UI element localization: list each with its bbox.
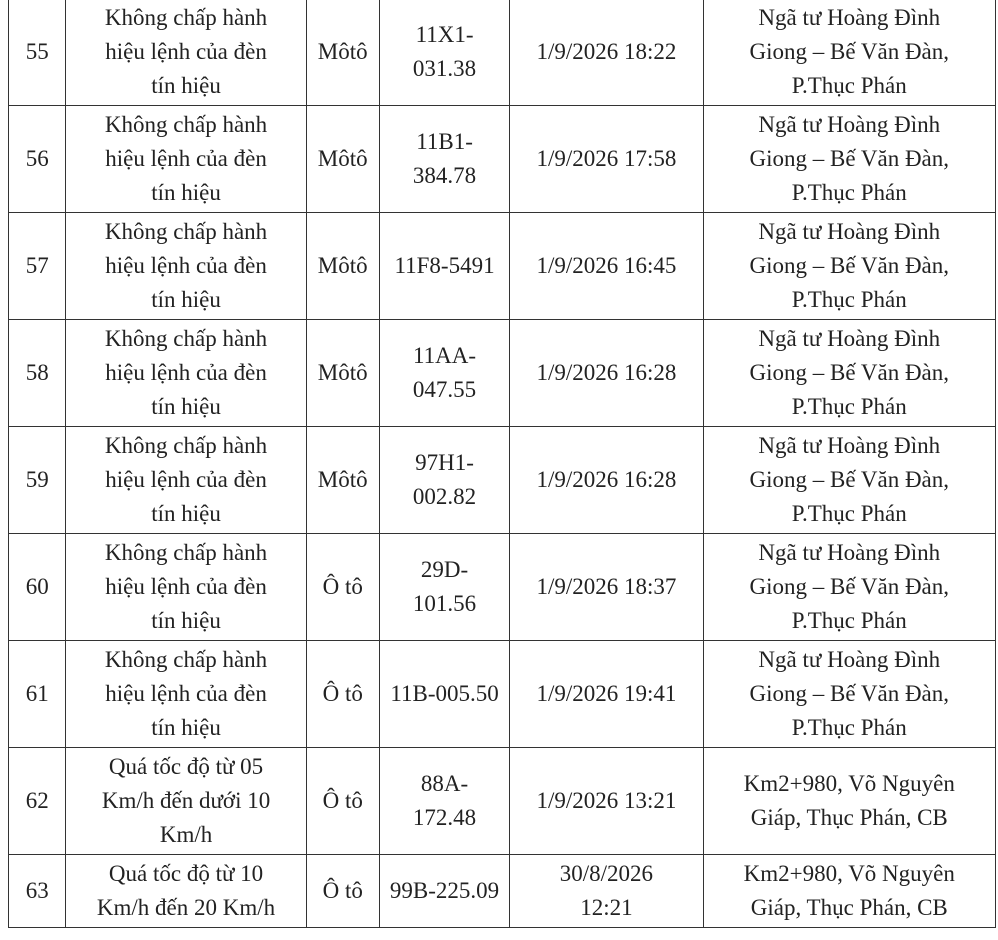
timestamp-cell: [510, 748, 703, 855]
violation-cell-line: hiệu lệnh của đèn: [105, 467, 267, 492]
vehicle-type-cell: Ô tô: [306, 641, 379, 748]
timestamp-cell: [510, 427, 703, 534]
violation-cell-line: Không chấp hành: [104, 5, 268, 30]
table-row: [9, 641, 996, 748]
violation-cell-line: tín hiệu: [151, 180, 221, 205]
violation-cell-line: Không chấp hành: [104, 433, 268, 458]
violation-cell-line: Không chấp hành: [104, 112, 268, 137]
location-cell-line: Giong – Bế Văn Đàn,: [749, 39, 950, 64]
timestamp-cell: [510, 0, 703, 106]
location-cell-line: P.Thục Phán: [791, 73, 907, 98]
license-plate-cell: [379, 534, 510, 641]
location-cell-line: P.Thục Phán: [791, 287, 907, 312]
vehicle-type-cell: Môtô: [306, 213, 379, 320]
timestamp-cell-line: 12:21: [580, 895, 633, 920]
violation-cell-line: Km/h: [159, 822, 213, 847]
violation-cell: [66, 427, 306, 534]
license-plate-cell-line: 11B1-: [416, 129, 473, 154]
license-plate-cell-line: 11AA-: [413, 343, 477, 368]
row-number: 63: [9, 855, 66, 928]
table-row: [9, 320, 996, 427]
timestamp-cell: [510, 320, 703, 427]
vehicle-type-cell: Ô tô: [306, 855, 379, 928]
violation-cell: [66, 855, 306, 928]
location-cell-line: Giáp, Thục Phán, CB: [750, 805, 948, 830]
location-cell-line: Giong – Bế Văn Đàn,: [749, 146, 950, 171]
vehicle-type-cell: Môtô: [306, 320, 379, 427]
table-row: [9, 106, 996, 213]
row-number: 61: [9, 641, 66, 748]
timestamp-cell: [510, 855, 703, 928]
violation-cell-line: Km/h đến 20 Km/h: [96, 895, 276, 920]
violation-cell-line: hiệu lệnh của đèn: [105, 39, 267, 64]
violation-cell-line: hiệu lệnh của đèn: [105, 574, 267, 599]
table-row: [9, 534, 996, 641]
timestamp-cell-line: 1/9/2026 18:22: [536, 39, 677, 64]
violation-cell-line: Km/h đến dưới 10: [101, 788, 271, 813]
location-cell-line: P.Thục Phán: [791, 394, 907, 419]
table-row: [9, 748, 996, 855]
timestamp-cell-line: 1/9/2026 19:41: [536, 681, 677, 706]
row-number: 56: [9, 106, 66, 213]
timestamp-cell-line: 1/9/2026 17:58: [536, 146, 677, 171]
license-plate-cell: [379, 427, 510, 534]
violation-cell-line: tín hiệu: [151, 715, 221, 740]
table-row: [9, 855, 996, 928]
violation-cell-line: hiệu lệnh của đèn: [105, 253, 267, 278]
row-number: 58: [9, 320, 66, 427]
location-cell: [703, 748, 995, 855]
license-plate-cell: [379, 106, 510, 213]
violation-cell-line: hiệu lệnh của đèn: [105, 360, 267, 385]
location-cell-line: P.Thục Phán: [791, 501, 907, 526]
location-cell-line: P.Thục Phán: [791, 608, 907, 633]
location-cell-line: Ngã tư Hoàng Đình: [758, 112, 941, 137]
violation-cell-line: Không chấp hành: [104, 219, 268, 244]
license-plate-cell-line: 384.78: [412, 163, 477, 188]
license-plate-cell: [379, 320, 510, 427]
location-cell: [703, 427, 995, 534]
license-plate-cell-line: 002.82: [412, 484, 477, 509]
violation-cell: [66, 641, 306, 748]
timestamp-cell: [510, 213, 703, 320]
violation-cell-line: Không chấp hành: [104, 326, 268, 351]
location-cell-line: Giong – Bế Văn Đàn,: [749, 574, 950, 599]
timestamp-cell-line: 1/9/2026 16:28: [536, 467, 677, 492]
license-plate-cell-line: 031.38: [412, 56, 477, 81]
license-plate-cell: [379, 855, 510, 928]
location-cell-line: Ngã tư Hoàng Đình: [758, 219, 941, 244]
table-row: [9, 213, 996, 320]
location-cell-line: P.Thục Phán: [791, 180, 907, 205]
table-row: [9, 0, 996, 106]
violation-cell: [66, 320, 306, 427]
vehicle-type-cell: Môtô: [306, 427, 379, 534]
violations-table: [8, 0, 996, 928]
license-plate-cell-line: 11B-005.50: [390, 681, 499, 706]
violation-cell-line: Không chấp hành: [104, 540, 268, 565]
location-cell: [703, 641, 995, 748]
row-number: 62: [9, 748, 66, 855]
location-cell-line: Giong – Bế Văn Đàn,: [749, 360, 950, 385]
timestamp-cell-line: 1/9/2026 18:37: [536, 574, 677, 599]
location-cell: [703, 0, 995, 106]
location-cell-line: Giong – Bế Văn Đàn,: [749, 467, 950, 492]
location-cell-line: Giong – Bế Văn Đàn,: [749, 253, 950, 278]
vehicle-type-cell: Ô tô: [306, 748, 379, 855]
violation-cell-line: tín hiệu: [151, 287, 221, 312]
violation-cell-line: tín hiệu: [151, 394, 221, 419]
violation-cell-line: hiệu lệnh của đèn: [105, 146, 267, 171]
violations-table-body: [9, 0, 996, 928]
table-row: [9, 427, 996, 534]
license-plate-cell: [379, 748, 510, 855]
license-plate-cell-line: 11F8-5491: [394, 253, 495, 278]
vehicle-type-cell: Ô tô: [306, 534, 379, 641]
license-plate-cell-line: 88A-: [420, 771, 469, 796]
violation-cell: [66, 0, 306, 106]
location-cell-line: Giáp, Thục Phán, CB: [750, 895, 948, 920]
license-plate-cell: [379, 641, 510, 748]
location-cell-line: Ngã tư Hoàng Đình: [758, 5, 941, 30]
vehicle-type-cell: Môtô: [306, 0, 379, 106]
violation-cell-line: Không chấp hành: [104, 647, 268, 672]
location-cell-line: Ngã tư Hoàng Đình: [758, 647, 941, 672]
license-plate-cell-line: 101.56: [412, 591, 477, 616]
license-plate-cell-line: 97H1-: [415, 450, 474, 475]
row-number: 57: [9, 213, 66, 320]
license-plate-cell: [379, 213, 510, 320]
violation-cell: [66, 534, 306, 641]
violation-cell: [66, 748, 306, 855]
timestamp-cell-line: 1/9/2026 16:45: [536, 253, 677, 278]
location-cell: [703, 320, 995, 427]
row-number: 59: [9, 427, 66, 534]
violation-cell-line: tín hiệu: [151, 501, 221, 526]
timestamp-cell: [510, 641, 703, 748]
row-number: 60: [9, 534, 66, 641]
location-cell-line: Km2+980, Võ Nguyên: [743, 771, 955, 796]
location-cell: [703, 213, 995, 320]
location-cell-line: Ngã tư Hoàng Đình: [758, 433, 941, 458]
timestamp-cell-line: 1/9/2026 13:21: [536, 788, 677, 813]
license-plate-cell: [379, 0, 510, 106]
location-cell-line: P.Thục Phán: [791, 715, 907, 740]
violation-cell-line: Quá tốc độ từ 05: [108, 754, 264, 779]
timestamp-cell: [510, 534, 703, 641]
violation-cell-line: tín hiệu: [151, 608, 221, 633]
location-cell-line: Ngã tư Hoàng Đình: [758, 326, 941, 351]
license-plate-cell-line: 29D-: [420, 557, 469, 582]
location-cell-line: Giong – Bế Văn Đàn,: [749, 681, 950, 706]
violation-cell-line: Quá tốc độ từ 10: [108, 861, 264, 886]
location-cell-line: Ngã tư Hoàng Đình: [758, 540, 941, 565]
timestamp-cell-line: 1/9/2026 16:28: [536, 360, 677, 385]
violation-cell-line: hiệu lệnh của đèn: [105, 681, 267, 706]
location-cell-line: Km2+980, Võ Nguyên: [743, 861, 955, 886]
violation-cell: [66, 106, 306, 213]
license-plate-cell-line: 047.55: [412, 377, 477, 402]
violation-cell: [66, 213, 306, 320]
location-cell: [703, 534, 995, 641]
violation-cell-line: tín hiệu: [151, 73, 221, 98]
vehicle-type-cell: Môtô: [306, 106, 379, 213]
row-number: 55: [9, 0, 66, 106]
license-plate-cell-line: 99B-225.09: [389, 878, 500, 903]
location-cell: [703, 106, 995, 213]
license-plate-cell-line: 11X1-: [415, 22, 474, 47]
location-cell: [703, 855, 995, 928]
timestamp-cell-line: 30/8/2026: [559, 861, 654, 886]
timestamp-cell: [510, 106, 703, 213]
license-plate-cell-line: 172.48: [412, 805, 477, 830]
